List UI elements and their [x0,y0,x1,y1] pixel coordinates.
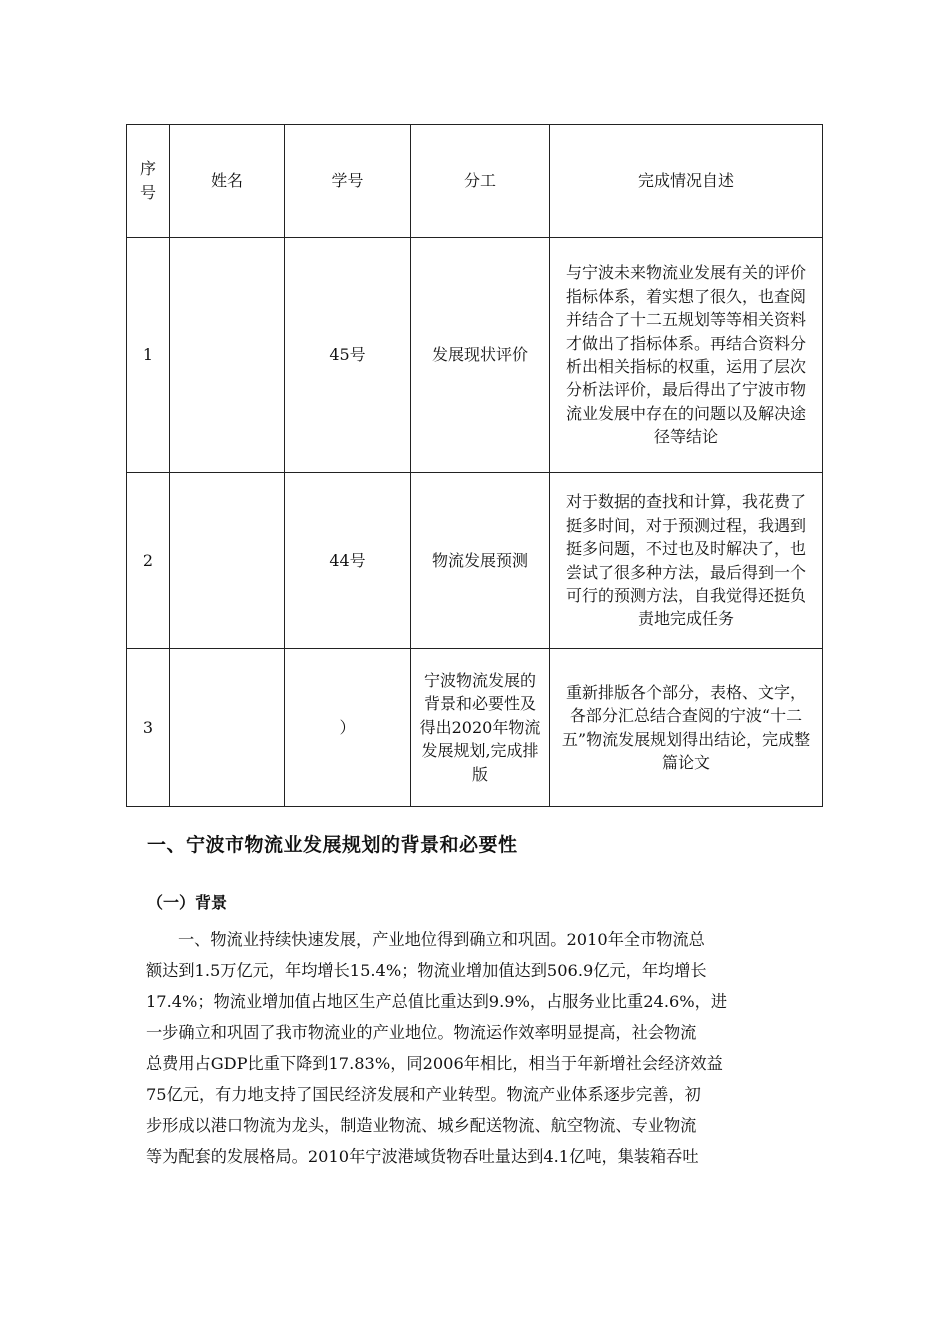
header-name: 姓名 [170,125,285,238]
cell-self-assessment: 重新排版各个部分，表格、文字，各部分汇总结合查阅的宁波“十二五”物流发展规划得出结论，完成整篇论文 [550,649,823,807]
paragraph-line: 额达到1.5万亿元，年均增长15.4%；物流业增加值达到506.9亿元，年均增长 [146,961,707,980]
cell-seq: 2 [127,473,170,649]
header-seq: 序号 [127,125,170,238]
body-paragraph [146,924,806,1172]
subsection-title: （一）背景 [147,893,228,912]
paragraph-line: 等为配套的发展格局。2010年宁波港域货物吞吐量达到4.1亿吨，集装箱吞吐 [146,1147,699,1166]
paragraph-line: 17.4%；物流业增加值占地区生产总值比重达到9.9%，占服务业比重24.6%，进 [146,992,728,1011]
header-student-id: 学号 [285,125,411,238]
cell-seq: 1 [127,238,170,473]
cell-name [170,238,285,473]
cell-student-id: 45号 [285,238,411,473]
cell-self-assessment: 与宁波未来物流业发展有关的评价指标体系，着实想了很久，也查阅并结合了十二五规划等等相关资料才做出了指标体系。再结合资料分析出相关指标的权重，运用了层次分析法评价，最后得出了宁波市物流业发展中存在的问题以及解决途径等结论 [550,238,823,473]
section-title: 一、宁波市物流业发展规划的背景和必要性 [147,834,518,856]
paragraph-line: 一步确立和巩固了我市物流业的产业地位。物流运作效率明显提高，社会物流 [146,1023,697,1042]
cell-division: 发展现状评价 [411,238,550,473]
paragraph-line: 75亿元，有力地支持了国民经济发展和产业转型。物流产业体系逐步完善，初 [146,1085,701,1104]
paragraph-line: 一、物流业持续快速发展，产业地位得到确立和巩固。2010年全市物流总 [178,930,705,949]
header-division: 分工 [411,125,550,238]
paragraph-line: 步形成以港口物流为龙头，制造业物流、城乡配送物流、航空物流、专业物流 [146,1116,697,1135]
table-header-row [127,125,823,238]
cell-self-assessment: 对于数据的查找和计算，我花费了挺多时间，对于预测过程，我遇到挺多问题，不过也及时解决了，也尝试了很多种方法，最后得到一个可行的预测方法，自我觉得还挺负责地完成任务 [550,473,823,649]
paragraph-line: 总费用占GDP比重下降到17.83%，同2006年相比，相当于年新增社会经济效益 [146,1054,723,1073]
table-row [127,649,823,807]
table-row [127,473,823,649]
cell-seq: 3 [127,649,170,807]
header-self-assessment: 完成情况自述 [550,125,823,238]
cell-name [170,473,285,649]
cell-student-id: 44号 [285,473,411,649]
table-row [127,238,823,473]
cell-name [170,649,285,807]
division-of-labor-table [126,124,823,807]
cell-student-id: ） [285,649,411,807]
cell-division: 宁波物流发展的背景和必要性及得出2020年物流发展规划,完成排版 [411,649,550,807]
cell-division: 物流发展预测 [411,473,550,649]
